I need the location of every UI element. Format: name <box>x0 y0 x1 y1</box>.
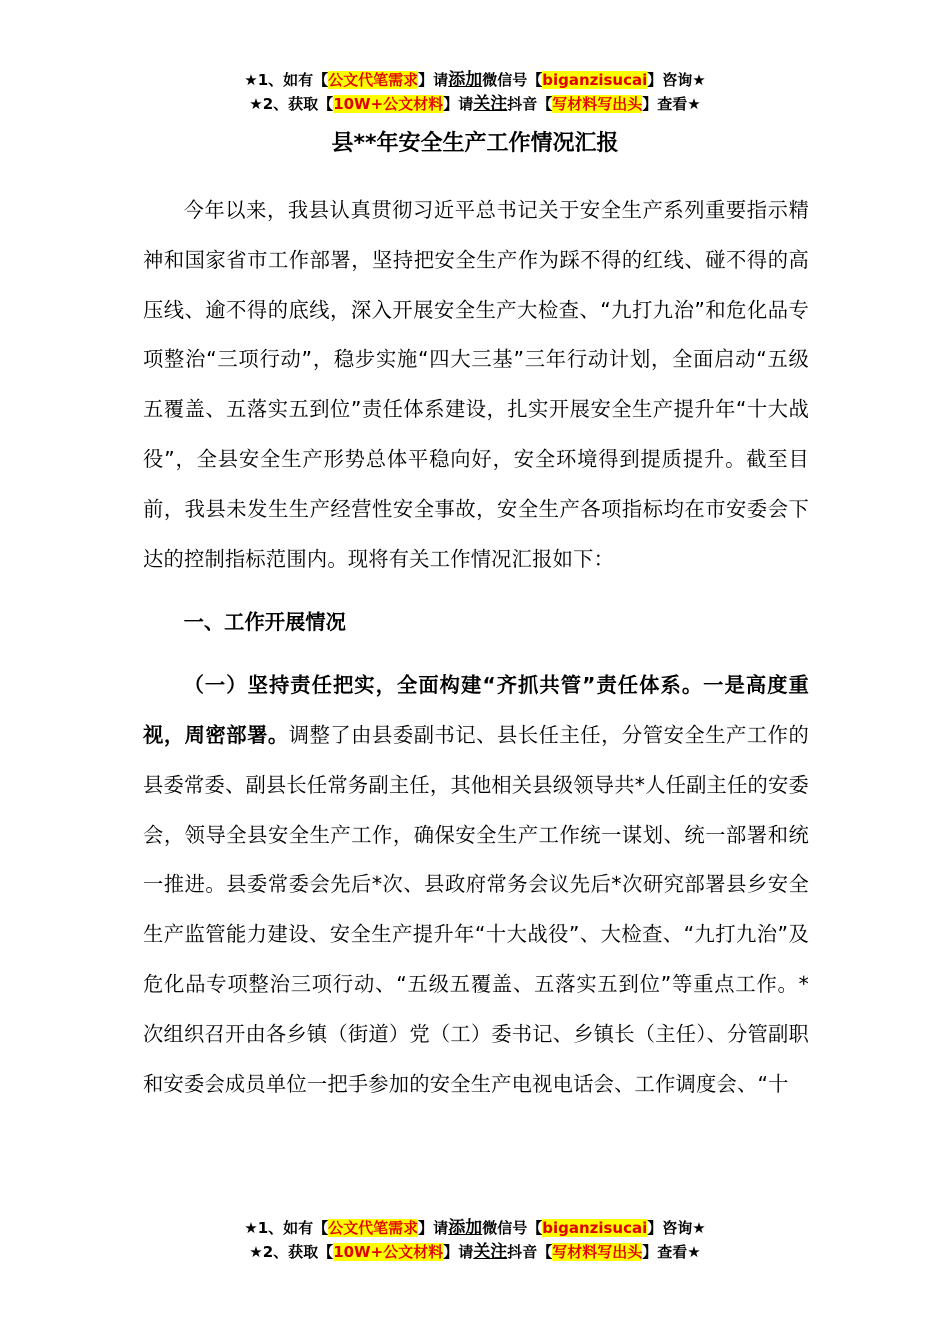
banner-highlight: 公文代笔需求 <box>328 71 419 89</box>
banner-text: 微信号【 <box>482 1219 543 1237</box>
banner-text: 微信号【 <box>482 71 543 89</box>
banner-text: 抖音【 <box>507 95 553 113</box>
banner-highlight: biganzisucai <box>542 71 648 89</box>
subsection-heading: （一）坚持责任把实，全面构建“齐抓共管”责任体系。一是高度重视，周密部署。 <box>143 673 809 747</box>
document-title: 县**年安全生产工作情况汇报 <box>331 131 619 156</box>
subsection-text: 调整了由县委副书记、县长任主任，分管安全生产工作的县委常委、副县长任常务副主任，其他相关县级领导共*人任副主任的安委会，领导全县安全生产工作，确保安全生产工作统一谋划、统一部署和统一推进。县委常委会先后*次、县政府常务会议先后*次研究部署县乡安全生产监管能力建设、安全生产提升年“十大战役”、大检查、“九打九治”及危化品专项整治三项行动、“五级五覆盖、五落实五到位”等重点工作。*次组织召开由各乡镇（街道）党（工）委书记、乡镇长（主任）、分管副职和安委会成员单位一把手参加的安全生产电视电话会、工作调度会、“十 <box>143 722 809 1096</box>
banner-text: 】查看★ <box>642 1243 701 1261</box>
banner-underline-text: 添加 <box>448 70 483 90</box>
banner-text: ★2、获取【 <box>249 95 334 113</box>
banner-underline-text: 关注 <box>473 1242 508 1262</box>
banner-line-2 <box>0 92 950 116</box>
banner-text: 】请 <box>418 1219 449 1237</box>
banner-text: 】请 <box>443 1243 474 1261</box>
banner-text: 】咨询★ <box>647 71 706 89</box>
banner-underline-text: 关注 <box>473 94 508 114</box>
banner-line-1 <box>0 68 950 92</box>
banner-highlight: 10W+公文材料 <box>333 95 444 113</box>
footer-banner <box>0 1216 950 1264</box>
banner-text: ★1、如有【 <box>244 71 329 89</box>
banner-text: 】请 <box>418 71 449 89</box>
banner-highlight: 写材料写出头 <box>552 95 643 113</box>
banner-text: 】查看★ <box>642 95 701 113</box>
banner-highlight: 公文代笔需求 <box>328 1219 419 1237</box>
subsection-paragraph <box>143 661 809 1109</box>
banner-highlight: 10W+公文材料 <box>333 1243 444 1261</box>
section-heading: 一、工作开展情况 <box>183 610 346 635</box>
banner-underline-text: 添加 <box>448 1218 483 1238</box>
header-banner <box>0 68 950 116</box>
banner-line-2 <box>0 1240 950 1264</box>
banner-text: ★1、如有【 <box>244 1219 329 1237</box>
banner-line-1 <box>0 1216 950 1240</box>
document-body <box>143 186 809 1109</box>
banner-highlight: 写材料写出头 <box>552 1243 643 1261</box>
intro-paragraph: 今年以来，我县认真贯彻习近平总书记关于安全生产系列重要指示精神和国家省市工作部署，坚持把安全生产作为踩不得的红线、碰不得的高压线、逾不得的底线，深入开展安全生产大检查、“九打九治”和危化品专项整治“三项行动”，稳步实施“四大三基”三年行动计划，全面启动“五级五覆盖、五落实五到位”责任体系建设，扎实开展安全生产提升年“十大战役”，全县安全生产形势总体平稳向好，安全环境得到提质提升。截至目前，我县未发生生产经营性安全事故，安全生产各项指标均在市安委会下达的控制指标范围内。现将有关工作情况汇报如下： <box>143 198 809 571</box>
banner-text: 】咨询★ <box>647 1219 706 1237</box>
banner-highlight: biganzisucai <box>542 1219 648 1237</box>
banner-text: 抖音【 <box>507 1243 553 1261</box>
banner-text: ★2、获取【 <box>249 1243 334 1261</box>
banner-text: 】请 <box>443 95 474 113</box>
